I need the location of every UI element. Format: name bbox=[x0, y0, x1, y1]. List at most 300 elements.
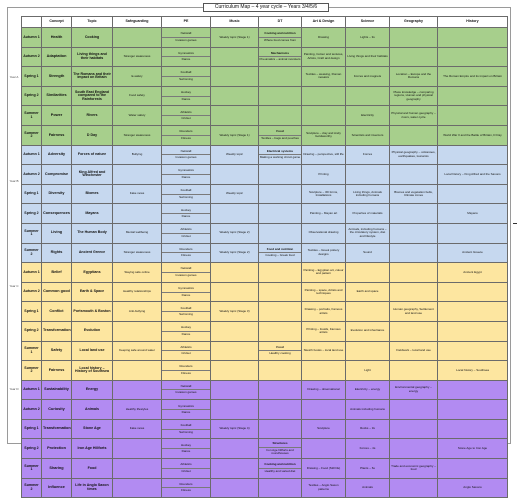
concept-cell: Common good bbox=[42, 282, 72, 302]
pe-item: Hockey bbox=[180, 90, 191, 95]
pe-cell bbox=[162, 478, 211, 498]
geography-cell bbox=[390, 243, 438, 263]
header-row bbox=[22, 17, 508, 28]
music-cell bbox=[211, 321, 259, 341]
term-cell: Autumn 1 bbox=[22, 263, 42, 283]
geography-cell: Biomes and vegetation belts, Climate zones bbox=[390, 184, 438, 204]
pe-item: Cricket bbox=[162, 233, 210, 239]
music-cell bbox=[211, 86, 259, 106]
table-row bbox=[22, 380, 508, 400]
pe-cell bbox=[162, 282, 211, 302]
concept-cell: Diversity bbox=[42, 184, 72, 204]
table-row bbox=[22, 184, 508, 204]
pe-cell bbox=[162, 86, 211, 106]
music-cell bbox=[211, 400, 259, 420]
geography-cell: Environmental geography – energy bbox=[390, 380, 438, 400]
music-cell: Weekly topic bbox=[211, 184, 259, 204]
pe-item: Invasion games bbox=[162, 272, 210, 278]
topic-cell: Portsmouth & Boston bbox=[72, 302, 113, 322]
dt-item: Healthy and varied diet bbox=[259, 468, 301, 474]
concept-cell: Strength bbox=[42, 67, 72, 87]
pe-item: Swimming bbox=[162, 429, 210, 435]
dt-item: Structures bbox=[272, 441, 288, 446]
art-cell: Painting – space, Artists and techniques bbox=[302, 282, 346, 302]
science-cell: Properties of materials bbox=[346, 204, 390, 224]
dt-cell bbox=[259, 478, 302, 498]
topic-cell: Iron Age Hillforts bbox=[72, 439, 113, 459]
art-cell: Painting – Mayan art bbox=[302, 204, 346, 224]
science-cell: Forces – 4s bbox=[346, 439, 390, 459]
table-row bbox=[22, 106, 508, 126]
term-cell: Spring 1 bbox=[22, 302, 42, 322]
music-cell bbox=[211, 282, 259, 302]
science-cell: Rocks – 3s bbox=[346, 419, 390, 439]
table-row bbox=[22, 478, 508, 498]
science-cell bbox=[346, 165, 390, 185]
curriculum-body bbox=[22, 28, 508, 498]
history-cell bbox=[438, 341, 508, 361]
pe-item: Net/wall bbox=[180, 383, 192, 388]
topic-cell: Animals bbox=[72, 400, 113, 420]
pe-cell bbox=[162, 341, 211, 361]
term-cell: Summer 1 bbox=[22, 459, 42, 479]
dt-cell bbox=[259, 400, 302, 420]
science-cell: Forces and magnets bbox=[346, 67, 390, 87]
geography-cell bbox=[390, 419, 438, 439]
pe-item: Dance bbox=[162, 213, 210, 219]
history-cell: The Roman Empire and its impact on Britain bbox=[438, 67, 508, 87]
safeguarding-cell bbox=[113, 28, 162, 48]
topic-cell: Egyptians bbox=[72, 263, 113, 283]
geography-cell bbox=[390, 439, 438, 459]
topic-cell: King Alfred and Winchester bbox=[72, 165, 113, 185]
geography-cell bbox=[390, 28, 438, 48]
science-cell: Forces bbox=[346, 145, 390, 165]
music-cell bbox=[211, 439, 259, 459]
pe-cell bbox=[162, 459, 211, 479]
art-cell: Drawing – Food (Still life) bbox=[302, 459, 346, 479]
table-row bbox=[22, 302, 508, 322]
music-cell bbox=[211, 263, 259, 283]
table-row bbox=[22, 361, 508, 381]
table-row bbox=[22, 47, 508, 67]
history-cell bbox=[438, 47, 508, 67]
history-cell: Stone Age to Iron Age bbox=[438, 439, 508, 459]
topic-cell: Local land use bbox=[72, 341, 113, 361]
dt-cell bbox=[259, 321, 302, 341]
dt-item: Iron Age hillforts and roundhouses bbox=[259, 447, 301, 456]
table-row bbox=[22, 145, 508, 165]
concept-cell: Compromise bbox=[42, 165, 72, 185]
table-row bbox=[22, 125, 508, 145]
term-cell: Summer 2 bbox=[22, 125, 42, 145]
music-cell bbox=[211, 67, 259, 87]
pe-cell bbox=[162, 243, 211, 263]
pe-item: Net/wall bbox=[180, 266, 192, 271]
pe-item: Football bbox=[180, 305, 192, 310]
history-cell bbox=[438, 86, 508, 106]
pe-item: Net/wall bbox=[180, 31, 192, 36]
science-cell bbox=[346, 86, 390, 106]
term-cell: Spring 1 bbox=[22, 184, 42, 204]
term-cell: Summer 1 bbox=[22, 106, 42, 126]
concept-cell: Curiosity bbox=[42, 400, 72, 420]
music-cell: Weekly topic (Stage 4) bbox=[211, 419, 259, 439]
topic-cell: Mayans bbox=[72, 204, 113, 224]
art-cell: Sculpture – 3D forms, Installations bbox=[302, 184, 346, 204]
concept-cell: Belief bbox=[42, 263, 72, 283]
history-cell: Anglo Saxons bbox=[438, 478, 508, 498]
history-cell bbox=[438, 106, 508, 126]
pe-cell bbox=[162, 400, 211, 420]
history-cell: World War II and the Battle of Britain, D Day bbox=[438, 125, 508, 145]
art-cell: Textiles – Greek pottery designs bbox=[302, 243, 346, 263]
table-row bbox=[22, 165, 508, 185]
pe-item: Net/wall bbox=[180, 148, 192, 153]
dt-cell bbox=[259, 341, 302, 361]
music-cell: Weekly topic bbox=[211, 145, 259, 165]
safeguarding-cell bbox=[113, 321, 162, 341]
dt-cell bbox=[259, 282, 302, 302]
pe-cell bbox=[162, 67, 211, 87]
pe-item: Gymnastics bbox=[178, 168, 194, 173]
art-cell: Observational drawing bbox=[302, 223, 346, 243]
year-label: Year D bbox=[9, 387, 19, 391]
pe-cell bbox=[162, 145, 211, 165]
science-cell bbox=[346, 302, 390, 322]
pe-cell bbox=[162, 165, 211, 185]
pe-item: Dance bbox=[162, 96, 210, 102]
curriculum-table bbox=[21, 16, 508, 498]
table-row bbox=[22, 223, 508, 243]
term-cell: Spring 2 bbox=[22, 204, 42, 224]
science-cell: Plants – 6s bbox=[346, 459, 390, 479]
pe-cell bbox=[162, 263, 211, 283]
dt-item: Where food comes from bbox=[259, 37, 301, 43]
pe-item: Invasion games bbox=[162, 389, 210, 395]
pe-item: Fitness bbox=[162, 252, 210, 258]
pe-cell bbox=[162, 302, 211, 322]
topic-cell: Stone Age bbox=[72, 419, 113, 439]
dt-cell bbox=[259, 67, 302, 87]
table-row bbox=[22, 341, 508, 361]
pe-item: Fitness bbox=[162, 487, 210, 493]
art-cell: Textiles – Anglo Saxon patterns bbox=[302, 478, 346, 498]
music-cell bbox=[211, 459, 259, 479]
science-cell: Animals including humans bbox=[346, 400, 390, 420]
topic-cell: Food bbox=[72, 459, 113, 479]
term-cell: Autumn 2 bbox=[22, 400, 42, 420]
pe-item: Cricket bbox=[162, 115, 210, 121]
geography-cell bbox=[390, 204, 438, 224]
safeguarding-cell bbox=[113, 165, 162, 185]
safeguarding-cell: Healthy relationships bbox=[113, 282, 162, 302]
art-cell: Printing bbox=[302, 165, 346, 185]
safeguarding-cell bbox=[113, 459, 162, 479]
topic-cell: Evolution bbox=[72, 321, 113, 341]
art-cell bbox=[302, 106, 346, 126]
safeguarding-cell bbox=[113, 361, 162, 381]
pe-item: Hockey bbox=[180, 442, 191, 447]
pe-item: Fitness bbox=[162, 370, 210, 376]
pe-item: Athletics bbox=[180, 227, 192, 232]
concept-cell: Transformation bbox=[42, 321, 72, 341]
pe-cell bbox=[162, 419, 211, 439]
term-cell: Autumn 2 bbox=[22, 165, 42, 185]
topic-cell: Energy bbox=[72, 380, 113, 400]
geography-cell: Physical and human geography – rivers, water cycle bbox=[390, 106, 438, 126]
geography-cell: Physical geography – volcanoes, earthquakes, tsunamis bbox=[390, 145, 438, 165]
column-header: Concept bbox=[42, 17, 72, 28]
history-cell bbox=[438, 302, 508, 322]
dt-item: Electrical systems bbox=[266, 148, 294, 153]
dt-cell bbox=[259, 47, 302, 67]
dt-item: Cooking – Greek food bbox=[259, 252, 301, 258]
concept-cell: Sharing bbox=[42, 459, 72, 479]
music-cell: Weekly topic (Stage 2) bbox=[211, 243, 259, 263]
pe-item: Gymnastics bbox=[178, 403, 194, 408]
concept-cell: Influence bbox=[42, 478, 72, 498]
safeguarding-cell: Stranger awareness bbox=[113, 243, 162, 263]
art-cell bbox=[302, 361, 346, 381]
history-cell: Mayans bbox=[438, 204, 508, 224]
safeguarding-cell: Stranger awareness bbox=[113, 125, 162, 145]
pe-item: Dance bbox=[162, 56, 210, 62]
science-cell: Electricity bbox=[346, 106, 390, 126]
science-cell: Living things and their habitats bbox=[346, 47, 390, 67]
term-cell: Summer 2 bbox=[22, 361, 42, 381]
history-cell bbox=[438, 223, 508, 243]
history-cell: Local history – King Alfred and the Saxons bbox=[438, 165, 508, 185]
history-cell bbox=[438, 459, 508, 479]
geography-cell: Location – Europe and the Romans bbox=[390, 67, 438, 87]
music-cell bbox=[211, 361, 259, 381]
history-cell: Local history – Southsea bbox=[438, 361, 508, 381]
year-label: Year A bbox=[9, 75, 19, 79]
pe-item: Gymnastics bbox=[178, 50, 194, 55]
geography-cell bbox=[390, 321, 438, 341]
dt-cell bbox=[259, 165, 302, 185]
pe-cell bbox=[162, 184, 211, 204]
art-cell: Textiles – weaving, Roman mosaics bbox=[302, 67, 346, 87]
history-cell bbox=[438, 282, 508, 302]
table-row bbox=[22, 263, 508, 283]
pe-cell bbox=[162, 321, 211, 341]
pe-item: Rounders bbox=[179, 246, 193, 251]
music-cell: Weekly topic (Stage 3) bbox=[211, 302, 259, 322]
table-row bbox=[22, 459, 508, 479]
history-cell bbox=[438, 419, 508, 439]
topic-cell: Rivers bbox=[72, 106, 113, 126]
table-row bbox=[22, 439, 508, 459]
safeguarding-cell: Mental wellbeing bbox=[113, 223, 162, 243]
table-row bbox=[22, 86, 508, 106]
pe-cell bbox=[162, 125, 211, 145]
safeguarding-cell: Keeping safe around water bbox=[113, 341, 162, 361]
concept-cell: Sustainability bbox=[42, 380, 72, 400]
table-row bbox=[22, 204, 508, 224]
dt-cell bbox=[259, 380, 302, 400]
science-cell bbox=[346, 341, 390, 361]
science-cell: Living things, Animals including humans bbox=[346, 184, 390, 204]
safeguarding-cell: Water safety bbox=[113, 106, 162, 126]
safeguarding-cell: Bullying bbox=[113, 145, 162, 165]
geography-cell bbox=[390, 478, 438, 498]
art-cell: Painting, Colour and textures, Artists, Craft and design bbox=[302, 47, 346, 67]
pe-item: Dance bbox=[162, 448, 210, 454]
dt-cell bbox=[259, 204, 302, 224]
geography-cell bbox=[390, 263, 438, 283]
term-cell: Spring 1 bbox=[22, 419, 42, 439]
column-header: Music bbox=[211, 17, 259, 28]
pe-cell bbox=[162, 47, 211, 67]
term-cell: Autumn 1 bbox=[22, 380, 42, 400]
history-cell bbox=[438, 28, 508, 48]
dt-cell bbox=[259, 243, 302, 263]
pe-item: Hockey bbox=[180, 325, 191, 330]
geography-cell bbox=[390, 223, 438, 243]
safeguarding-cell: Fake news bbox=[113, 184, 162, 204]
term-cell: Summer 2 bbox=[22, 243, 42, 263]
topic-cell: Living things and their habitats bbox=[72, 47, 113, 67]
history-cell: Ancient Egypt bbox=[438, 263, 508, 283]
safeguarding-cell: E-safety bbox=[113, 67, 162, 87]
term-cell: Autumn 2 bbox=[22, 282, 42, 302]
pe-item: Rounders bbox=[179, 129, 193, 134]
science-cell: Earth and space bbox=[346, 282, 390, 302]
concept-cell: Adversity bbox=[42, 145, 72, 165]
dt-cell bbox=[259, 439, 302, 459]
pe-item: Fitness bbox=[162, 135, 210, 141]
table-row bbox=[22, 321, 508, 341]
topic-cell: Earth & Space bbox=[72, 282, 113, 302]
page-marker bbox=[513, 223, 517, 224]
term-cell: Spring 2 bbox=[22, 321, 42, 341]
pe-item: Cricket bbox=[162, 350, 210, 356]
geography-cell bbox=[390, 282, 438, 302]
pe-item: Hockey bbox=[180, 207, 191, 212]
pe-item: Invasion games bbox=[162, 154, 210, 160]
geography-cell: Human geography, Settlement and land use bbox=[390, 302, 438, 322]
concept-cell: Fairness bbox=[42, 125, 72, 145]
history-cell: Ancient Greece bbox=[438, 243, 508, 263]
pe-item: Football bbox=[180, 188, 192, 193]
safeguarding-cell: Fake news bbox=[113, 419, 162, 439]
term-cell: Spring 2 bbox=[22, 439, 42, 459]
geography-cell bbox=[390, 47, 438, 67]
term-cell: Autumn 2 bbox=[22, 47, 42, 67]
dt-item: Food bbox=[276, 344, 284, 349]
safeguarding-cell: Staying safe online bbox=[113, 263, 162, 283]
dt-cell bbox=[259, 419, 302, 439]
music-cell bbox=[211, 165, 259, 185]
concept-cell: Power bbox=[42, 106, 72, 126]
dt-item: Making a working circuit game bbox=[259, 155, 301, 160]
topic-cell: Biomes bbox=[72, 184, 113, 204]
science-cell: Light bbox=[346, 361, 390, 381]
pe-item: Dance bbox=[162, 409, 210, 415]
geography-cell bbox=[390, 400, 438, 420]
pe-item: Rounders bbox=[179, 481, 193, 486]
dt-cell bbox=[259, 459, 302, 479]
pe-item: Dance bbox=[162, 292, 210, 298]
column-header: Science bbox=[346, 17, 390, 28]
art-cell: Sculpture bbox=[302, 419, 346, 439]
music-cell bbox=[211, 106, 259, 126]
dt-cell bbox=[259, 263, 302, 283]
pe-item: Swimming bbox=[162, 311, 210, 317]
column-header: Art & Design bbox=[302, 17, 346, 28]
topic-cell: South East England compared to the Rainforests bbox=[72, 86, 113, 106]
art-cell: Drawing – perspective, still life bbox=[302, 145, 346, 165]
pe-item: Athletics bbox=[180, 462, 192, 467]
concept-cell: Conflict bbox=[42, 302, 72, 322]
topic-cell: Cooking bbox=[72, 28, 113, 48]
term-cell: Summer 2 bbox=[22, 478, 42, 498]
concept-cell: Adaptation bbox=[42, 47, 72, 67]
safeguarding-cell bbox=[113, 478, 162, 498]
pe-item: Athletics bbox=[180, 109, 192, 114]
table-row bbox=[22, 400, 508, 420]
table-row bbox=[22, 243, 508, 263]
music-cell bbox=[211, 204, 259, 224]
art-cell bbox=[302, 439, 346, 459]
history-cell bbox=[438, 400, 508, 420]
history-cell bbox=[438, 184, 508, 204]
year-label: Year B bbox=[9, 179, 19, 183]
pe-item: Cricket bbox=[162, 468, 210, 474]
column-header: PE bbox=[162, 17, 211, 28]
pe-item: Dance bbox=[162, 174, 210, 180]
art-cell: Sculpture – clay and Andy Goldsworthy bbox=[302, 125, 346, 145]
music-cell bbox=[211, 478, 259, 498]
concept-cell: Health bbox=[42, 28, 72, 48]
geography-cell bbox=[390, 165, 438, 185]
safeguarding-cell: Healthy lifestyles bbox=[113, 400, 162, 420]
year-label: Year C bbox=[9, 284, 19, 288]
term-cell: Autumn 1 bbox=[22, 28, 42, 48]
art-cell: Drawing bbox=[302, 28, 346, 48]
topic-cell: Local history – History of Southsea bbox=[72, 361, 113, 381]
term-cell: Spring 2 bbox=[22, 86, 42, 106]
concept-cell: Living bbox=[42, 223, 72, 243]
pe-item: Gymnastics bbox=[178, 286, 194, 291]
music-cell bbox=[211, 47, 259, 67]
pe-item: Football bbox=[180, 70, 192, 75]
topic-cell: Forces of nature bbox=[72, 145, 113, 165]
art-cell: Printing – fossils, Famous artists bbox=[302, 321, 346, 341]
history-cell bbox=[438, 380, 508, 400]
concept-cell: Rights bbox=[42, 243, 72, 263]
dt-cell bbox=[259, 223, 302, 243]
pe-item: Invasion games bbox=[162, 37, 210, 43]
concept-cell: Similarities bbox=[42, 86, 72, 106]
column-header: History bbox=[438, 17, 508, 28]
topic-cell: The Romans and their impact on Britain bbox=[72, 67, 113, 87]
dt-item: Food bbox=[276, 129, 284, 134]
concept-cell: Protection bbox=[42, 439, 72, 459]
dt-item: Cooking and nutrition bbox=[264, 462, 296, 467]
dt-cell bbox=[259, 28, 302, 48]
art-cell: Drawing – observational bbox=[302, 380, 346, 400]
pe-item: Dance bbox=[162, 331, 210, 337]
column-header: Safeguarding bbox=[113, 17, 162, 28]
dt-item: Food and nutrition bbox=[266, 246, 294, 251]
history-cell bbox=[438, 145, 508, 165]
pe-cell bbox=[162, 223, 211, 243]
science-cell: Animals bbox=[346, 478, 390, 498]
topic-cell: The Human Body bbox=[72, 223, 113, 243]
